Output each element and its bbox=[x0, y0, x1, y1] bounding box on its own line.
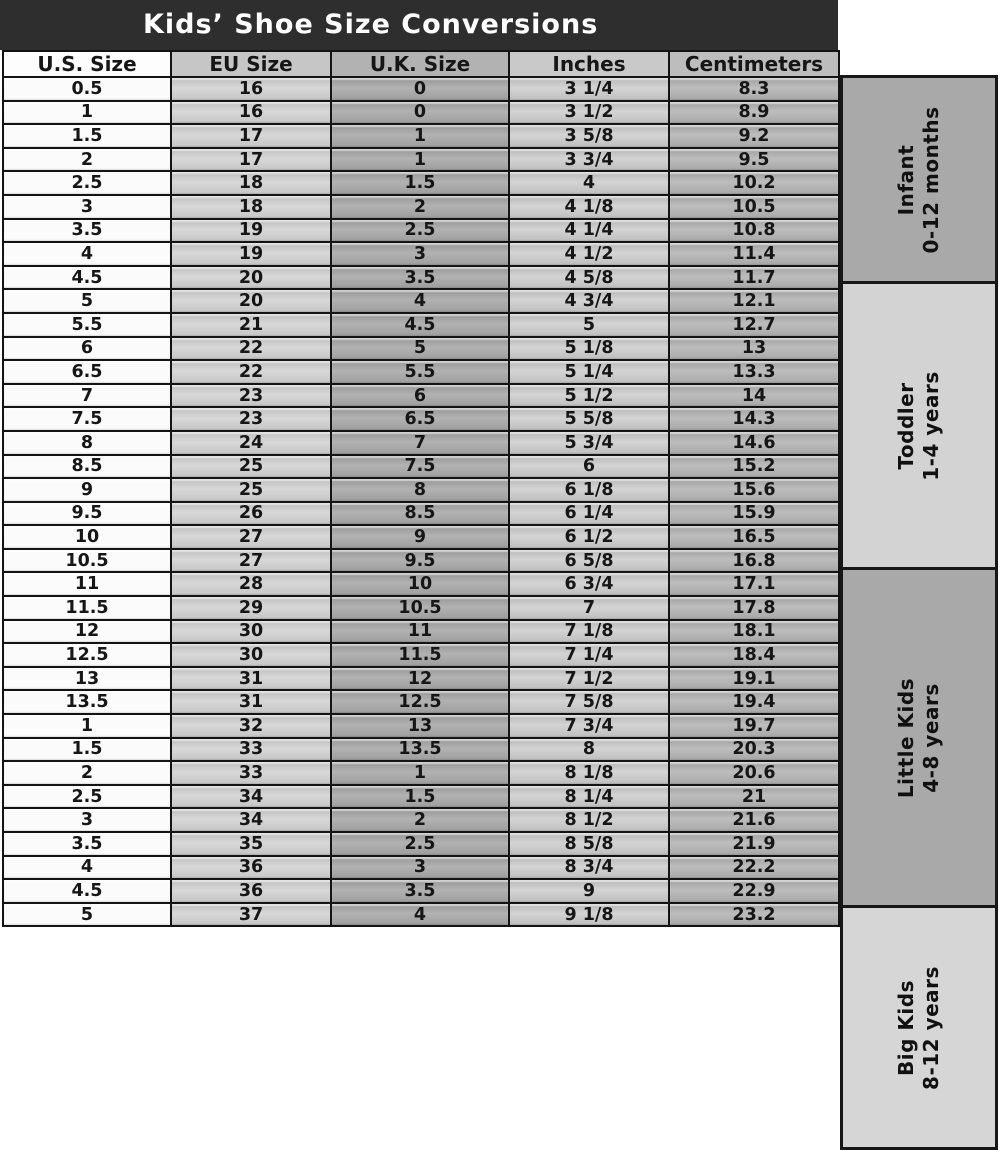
column-header-us-size: U.S. Size bbox=[3, 51, 171, 77]
cell-eu-size: 22 bbox=[171, 337, 331, 361]
chart-title: Kids’ Shoe Size Conversions bbox=[0, 0, 838, 50]
cell-centimeters: 21 bbox=[669, 785, 839, 809]
cell-centimeters: 12.7 bbox=[669, 313, 839, 337]
cell-us-size: 3 bbox=[3, 195, 171, 219]
cell-inches: 7 1/8 bbox=[509, 620, 669, 644]
cell-us-size: 4 bbox=[3, 856, 171, 880]
cell-us-size: 2 bbox=[3, 761, 171, 785]
cell-uk-size: 9 bbox=[331, 525, 509, 549]
cell-uk-size: 8 bbox=[331, 478, 509, 502]
cell-uk-size: 2 bbox=[331, 808, 509, 832]
age-group-label bbox=[894, 371, 944, 480]
cell-uk-size: 13 bbox=[331, 714, 509, 738]
cell-us-size: 1 bbox=[3, 101, 171, 125]
cell-us-size: 2.5 bbox=[3, 785, 171, 809]
table-row bbox=[3, 761, 839, 785]
cell-uk-size: 5 bbox=[331, 337, 509, 361]
column-header-eu-size: EU Size bbox=[171, 51, 331, 77]
cell-centimeters: 10.5 bbox=[669, 195, 839, 219]
table-row bbox=[3, 549, 839, 573]
table-row bbox=[3, 596, 839, 620]
cell-us-size: 9.5 bbox=[3, 502, 171, 526]
age-group-range: 0-12 months bbox=[919, 105, 943, 254]
column-header-centimeters: Centimeters bbox=[669, 51, 839, 77]
table-header bbox=[3, 51, 839, 77]
cell-us-size: 2.5 bbox=[3, 171, 171, 195]
cell-us-size: 13 bbox=[3, 667, 171, 691]
cell-eu-size: 26 bbox=[171, 502, 331, 526]
cell-eu-size: 30 bbox=[171, 620, 331, 644]
table-row bbox=[3, 407, 839, 431]
cell-centimeters: 21.6 bbox=[669, 808, 839, 832]
cell-us-size: 6 bbox=[3, 337, 171, 361]
cell-us-size: 1 bbox=[3, 714, 171, 738]
cell-centimeters: 11.7 bbox=[669, 266, 839, 290]
age-group-label bbox=[894, 677, 944, 797]
cell-centimeters: 23.2 bbox=[669, 903, 839, 927]
cell-uk-size: 11 bbox=[331, 620, 509, 644]
cell-us-size: 1.5 bbox=[3, 124, 171, 148]
table-row bbox=[3, 171, 839, 195]
table-row bbox=[3, 148, 839, 172]
age-group-label bbox=[894, 106, 944, 253]
age-group-name: Toddler bbox=[894, 381, 918, 470]
cell-centimeters: 15.9 bbox=[669, 502, 839, 526]
cell-uk-size: 9.5 bbox=[331, 549, 509, 573]
table-row bbox=[3, 643, 839, 667]
cell-centimeters: 20.3 bbox=[669, 738, 839, 762]
table-row bbox=[3, 903, 839, 927]
cell-eu-size: 36 bbox=[171, 879, 331, 903]
cell-centimeters: 15.6 bbox=[669, 478, 839, 502]
cell-uk-size: 6 bbox=[331, 384, 509, 408]
table-row bbox=[3, 431, 839, 455]
cell-uk-size: 7.5 bbox=[331, 455, 509, 479]
table-row bbox=[3, 124, 839, 148]
table-row bbox=[3, 313, 839, 337]
cell-eu-size: 27 bbox=[171, 549, 331, 573]
cell-us-size: 3.5 bbox=[3, 832, 171, 856]
cell-eu-size: 25 bbox=[171, 478, 331, 502]
cell-centimeters: 13 bbox=[669, 337, 839, 361]
header-row bbox=[3, 51, 839, 77]
table-row bbox=[3, 620, 839, 644]
cell-us-size: 0.5 bbox=[3, 77, 171, 101]
cell-uk-size: 1 bbox=[331, 761, 509, 785]
table-row bbox=[3, 219, 839, 243]
cell-eu-size: 20 bbox=[171, 266, 331, 290]
table-row bbox=[3, 525, 839, 549]
table-row bbox=[3, 832, 839, 856]
cell-inches: 4 1/2 bbox=[509, 242, 669, 266]
table-row bbox=[3, 360, 839, 384]
cell-eu-size: 33 bbox=[171, 738, 331, 762]
cell-centimeters: 19.4 bbox=[669, 690, 839, 714]
cell-inches: 5 5/8 bbox=[509, 407, 669, 431]
cell-eu-size: 18 bbox=[171, 195, 331, 219]
cell-inches: 6 5/8 bbox=[509, 549, 669, 573]
cell-uk-size: 8.5 bbox=[331, 502, 509, 526]
cell-us-size: 12 bbox=[3, 620, 171, 644]
cell-uk-size: 2.5 bbox=[331, 219, 509, 243]
table-row bbox=[3, 785, 839, 809]
cell-inches: 5 1/8 bbox=[509, 337, 669, 361]
cell-centimeters: 18.4 bbox=[669, 643, 839, 667]
cell-us-size: 10.5 bbox=[3, 549, 171, 573]
age-group-name: Infant bbox=[894, 144, 918, 215]
cell-inches: 4 1/8 bbox=[509, 195, 669, 219]
cell-inches: 6 1/2 bbox=[509, 525, 669, 549]
table-row bbox=[3, 384, 839, 408]
cell-inches: 6 1/8 bbox=[509, 478, 669, 502]
cell-centimeters: 16.8 bbox=[669, 549, 839, 573]
table-row bbox=[3, 455, 839, 479]
table-row bbox=[3, 101, 839, 125]
cell-eu-size: 17 bbox=[171, 124, 331, 148]
cell-centimeters: 10.8 bbox=[669, 219, 839, 243]
cell-uk-size: 2.5 bbox=[331, 832, 509, 856]
table-row bbox=[3, 572, 839, 596]
cell-uk-size: 0 bbox=[331, 101, 509, 125]
cell-inches: 4 bbox=[509, 171, 669, 195]
size-table-body bbox=[3, 77, 839, 926]
cell-inches: 7 1/4 bbox=[509, 643, 669, 667]
cell-eu-size: 31 bbox=[171, 667, 331, 691]
cell-uk-size: 1 bbox=[331, 148, 509, 172]
cell-eu-size: 20 bbox=[171, 289, 331, 313]
cell-eu-size: 17 bbox=[171, 148, 331, 172]
cell-us-size: 4.5 bbox=[3, 266, 171, 290]
cell-inches: 4 3/4 bbox=[509, 289, 669, 313]
cell-uk-size: 13.5 bbox=[331, 738, 509, 762]
age-group-range: 1-4 years bbox=[919, 370, 943, 481]
cell-eu-size: 18 bbox=[171, 171, 331, 195]
cell-uk-size: 1.5 bbox=[331, 785, 509, 809]
cell-eu-size: 34 bbox=[171, 808, 331, 832]
table-row bbox=[3, 502, 839, 526]
cell-centimeters: 22.2 bbox=[669, 856, 839, 880]
cell-eu-size: 24 bbox=[171, 431, 331, 455]
cell-centimeters: 17.8 bbox=[669, 596, 839, 620]
cell-centimeters: 13.3 bbox=[669, 360, 839, 384]
cell-uk-size: 3 bbox=[331, 242, 509, 266]
cell-centimeters: 20.6 bbox=[669, 761, 839, 785]
cell-us-size: 11.5 bbox=[3, 596, 171, 620]
cell-inches: 3 1/2 bbox=[509, 101, 669, 125]
cell-uk-size: 1.5 bbox=[331, 171, 509, 195]
cell-centimeters: 16.5 bbox=[669, 525, 839, 549]
cell-eu-size: 27 bbox=[171, 525, 331, 549]
age-group-name: Big Kids bbox=[894, 979, 918, 1076]
cell-inches: 8 1/4 bbox=[509, 785, 669, 809]
cell-us-size: 12.5 bbox=[3, 643, 171, 667]
cell-uk-size: 10 bbox=[331, 572, 509, 596]
cell-uk-size: 3 bbox=[331, 856, 509, 880]
cell-inches: 3 1/4 bbox=[509, 77, 669, 101]
cell-inches: 6 3/4 bbox=[509, 572, 669, 596]
cell-us-size: 8.5 bbox=[3, 455, 171, 479]
cell-uk-size: 4 bbox=[331, 289, 509, 313]
table-row bbox=[3, 690, 839, 714]
cell-centimeters: 21.9 bbox=[669, 832, 839, 856]
table-row bbox=[3, 879, 839, 903]
cell-inches: 3 3/4 bbox=[509, 148, 669, 172]
cell-inches: 8 3/4 bbox=[509, 856, 669, 880]
cell-eu-size: 23 bbox=[171, 384, 331, 408]
cell-centimeters: 8.9 bbox=[669, 101, 839, 125]
cell-centimeters: 12.1 bbox=[669, 289, 839, 313]
cell-eu-size: 19 bbox=[171, 219, 331, 243]
age-group-range: 8-12 years bbox=[919, 965, 943, 1090]
cell-us-size: 8 bbox=[3, 431, 171, 455]
cell-us-size: 5 bbox=[3, 289, 171, 313]
table-row bbox=[3, 77, 839, 101]
cell-centimeters: 9.5 bbox=[669, 148, 839, 172]
cell-eu-size: 30 bbox=[171, 643, 331, 667]
age-group-range: 4-8 years bbox=[919, 682, 943, 793]
cell-eu-size: 22 bbox=[171, 360, 331, 384]
column-header-inches: Inches bbox=[509, 51, 669, 77]
cell-centimeters: 22.9 bbox=[669, 879, 839, 903]
cell-inches: 8 1/8 bbox=[509, 761, 669, 785]
cell-eu-size: 33 bbox=[171, 761, 331, 785]
cell-us-size: 3.5 bbox=[3, 219, 171, 243]
cell-centimeters: 9.2 bbox=[669, 124, 839, 148]
cell-uk-size: 4.5 bbox=[331, 313, 509, 337]
cell-inches: 3 5/8 bbox=[509, 124, 669, 148]
cell-us-size: 5.5 bbox=[3, 313, 171, 337]
cell-eu-size: 16 bbox=[171, 77, 331, 101]
cell-eu-size: 29 bbox=[171, 596, 331, 620]
cell-us-size: 9 bbox=[3, 478, 171, 502]
cell-inches: 7 3/4 bbox=[509, 714, 669, 738]
table-row bbox=[3, 337, 839, 361]
age-group-infant bbox=[840, 75, 998, 284]
cell-eu-size: 32 bbox=[171, 714, 331, 738]
cell-us-size: 6.5 bbox=[3, 360, 171, 384]
cell-uk-size: 7 bbox=[331, 431, 509, 455]
table-row bbox=[3, 266, 839, 290]
cell-uk-size: 3.5 bbox=[331, 879, 509, 903]
cell-inches: 6 1/4 bbox=[509, 502, 669, 526]
cell-us-size: 7.5 bbox=[3, 407, 171, 431]
table-row bbox=[3, 289, 839, 313]
cell-centimeters: 15.2 bbox=[669, 455, 839, 479]
cell-inches: 4 1/4 bbox=[509, 219, 669, 243]
cell-centimeters: 17.1 bbox=[669, 572, 839, 596]
cell-inches: 7 1/2 bbox=[509, 667, 669, 691]
column-header-uk-size: U.K. Size bbox=[331, 51, 509, 77]
cell-inches: 7 5/8 bbox=[509, 690, 669, 714]
cell-us-size: 11 bbox=[3, 572, 171, 596]
cell-inches: 6 bbox=[509, 455, 669, 479]
cell-inches: 5 1/2 bbox=[509, 384, 669, 408]
cell-uk-size: 10.5 bbox=[331, 596, 509, 620]
cell-us-size: 4.5 bbox=[3, 879, 171, 903]
cell-uk-size: 4 bbox=[331, 903, 509, 927]
cell-eu-size: 19 bbox=[171, 242, 331, 266]
table-row bbox=[3, 195, 839, 219]
cell-uk-size: 12.5 bbox=[331, 690, 509, 714]
cell-uk-size: 0 bbox=[331, 77, 509, 101]
cell-uk-size: 6.5 bbox=[331, 407, 509, 431]
cell-inches: 9 1/8 bbox=[509, 903, 669, 927]
table-row bbox=[3, 714, 839, 738]
cell-uk-size: 1 bbox=[331, 124, 509, 148]
cell-us-size: 4 bbox=[3, 242, 171, 266]
cell-uk-size: 5.5 bbox=[331, 360, 509, 384]
cell-us-size: 7 bbox=[3, 384, 171, 408]
cell-inches: 5 1/4 bbox=[509, 360, 669, 384]
table-row bbox=[3, 667, 839, 691]
age-group-little-kids bbox=[840, 567, 998, 908]
size-conversion-table bbox=[2, 50, 840, 927]
cell-eu-size: 34 bbox=[171, 785, 331, 809]
cell-eu-size: 23 bbox=[171, 407, 331, 431]
cell-centimeters: 19.7 bbox=[669, 714, 839, 738]
cell-eu-size: 31 bbox=[171, 690, 331, 714]
age-group-name: Little Kids bbox=[894, 677, 918, 798]
cell-uk-size: 2 bbox=[331, 195, 509, 219]
cell-centimeters: 11.4 bbox=[669, 242, 839, 266]
cell-centimeters: 14.3 bbox=[669, 407, 839, 431]
cell-eu-size: 37 bbox=[171, 903, 331, 927]
cell-centimeters: 14.6 bbox=[669, 431, 839, 455]
age-group-toddler bbox=[840, 281, 998, 570]
cell-eu-size: 16 bbox=[171, 101, 331, 125]
cell-us-size: 5 bbox=[3, 903, 171, 927]
table-row bbox=[3, 242, 839, 266]
age-group-big-kids bbox=[840, 905, 998, 1150]
age-group-label bbox=[894, 966, 944, 1090]
table-row bbox=[3, 808, 839, 832]
cell-inches: 8 bbox=[509, 738, 669, 762]
cell-centimeters: 8.3 bbox=[669, 77, 839, 101]
cell-eu-size: 35 bbox=[171, 832, 331, 856]
cell-uk-size: 11.5 bbox=[331, 643, 509, 667]
cell-us-size: 1.5 bbox=[3, 738, 171, 762]
cell-uk-size: 12 bbox=[331, 667, 509, 691]
cell-eu-size: 36 bbox=[171, 856, 331, 880]
cell-inches: 8 5/8 bbox=[509, 832, 669, 856]
cell-inches: 5 3/4 bbox=[509, 431, 669, 455]
cell-centimeters: 14 bbox=[669, 384, 839, 408]
table-row bbox=[3, 856, 839, 880]
cell-inches: 7 bbox=[509, 596, 669, 620]
cell-centimeters: 18.1 bbox=[669, 620, 839, 644]
cell-eu-size: 28 bbox=[171, 572, 331, 596]
table-row bbox=[3, 738, 839, 762]
cell-us-size: 2 bbox=[3, 148, 171, 172]
cell-inches: 4 5/8 bbox=[509, 266, 669, 290]
cell-us-size: 10 bbox=[3, 525, 171, 549]
cell-us-size: 3 bbox=[3, 808, 171, 832]
cell-inches: 9 bbox=[509, 879, 669, 903]
cell-us-size: 13.5 bbox=[3, 690, 171, 714]
cell-eu-size: 25 bbox=[171, 455, 331, 479]
cell-eu-size: 21 bbox=[171, 313, 331, 337]
table-row bbox=[3, 478, 839, 502]
cell-uk-size: 3.5 bbox=[331, 266, 509, 290]
cell-centimeters: 10.2 bbox=[669, 171, 839, 195]
cell-inches: 8 1/2 bbox=[509, 808, 669, 832]
cell-centimeters: 19.1 bbox=[669, 667, 839, 691]
cell-inches: 5 bbox=[509, 313, 669, 337]
